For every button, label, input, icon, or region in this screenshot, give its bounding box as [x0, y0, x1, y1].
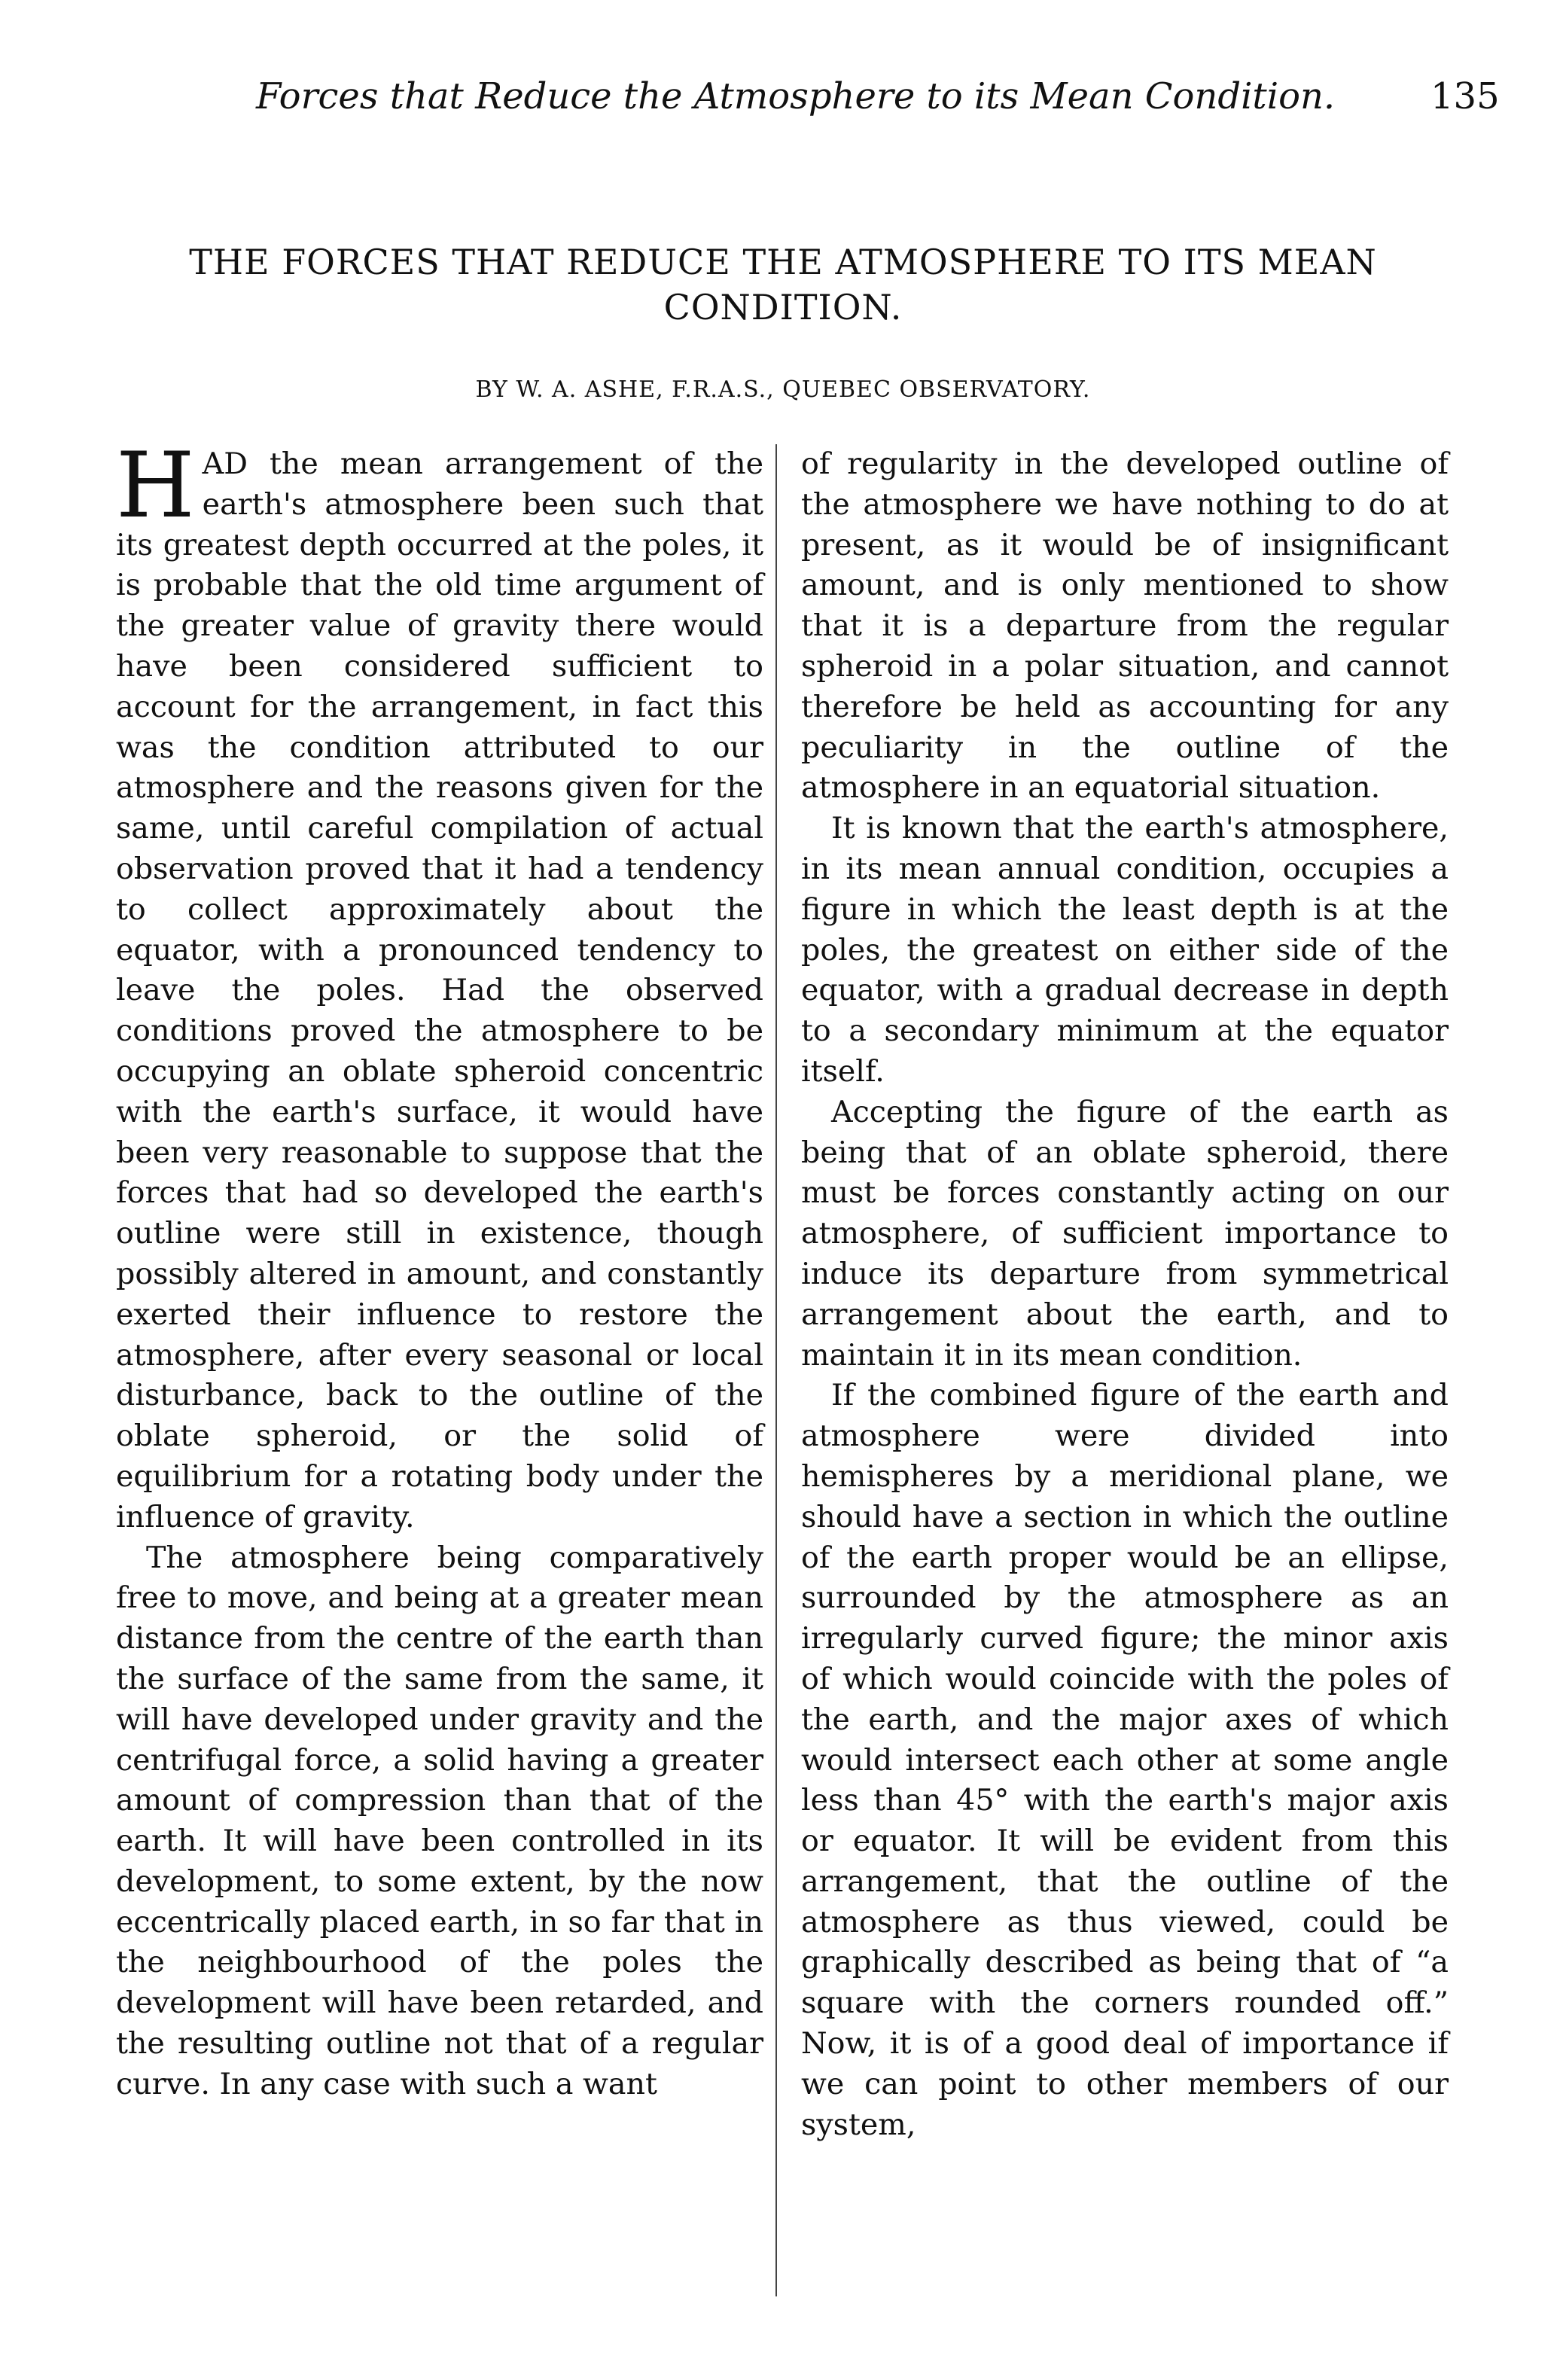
paragraph	[116, 434, 763, 1538]
running-title: Forces that Reduce the Atmosphere to its Mean Condition.	[256, 75, 1336, 117]
byline: BY W. A. ASHE, F.R.A.S., QUEBEC OBSERVATORY.	[475, 376, 1091, 403]
right-column	[801, 444, 1449, 2145]
paragraph: of regularity in the developed outline of the atmosphere we have nothing to do at present, as it would be of insignificant amount, and is only mentioned to show that it is a departure from the regular spheroid in a polar situation, and cannot therefore be held as accounting for any peculiarity in the outline of the atmosphere in an equatorial situation.	[801, 446, 1449, 806]
column-divider	[775, 444, 777, 2296]
paragraph: The atmosphere being comparatively free to move, and being at a greater mean distance from the centre of the earth than the surface of the same from the same, it will have developed under gravity and the centrifugal force, a solid having a greater amount of compression than that of the earth. It will have been controlled in its development, to some extent, by the now eccentrically placed earth, in so far that in the neighbourhood of the poles the development will have been retarded, and the resulting outline not that of a regular curve. In any case with such a want	[116, 1540, 763, 2101]
drop-cap: H	[116, 434, 195, 538]
paragraph: If the combined figure of the earth and atmosphere were divided into hemispheres by a meridional plane, we should have a section in which the outline of the earth proper would be an ellipse, surrounded by the atmosphere as an irregularly curved figure; the minor axis of which would coincide with the poles of the earth, and the major axes of which would intersect each other at some angle less than 45° with the earth's major axis or equator. It will be evident from this arrangement, that the outline of the atmosphere as thus viewed, could be graphically described as being that of “a square with the corners rounded off.” Now, it is of a good deal of importance if we can point to other members of our system,	[801, 1378, 1449, 2142]
left-column	[116, 434, 763, 2105]
paragraph-text: AD the mean arrangement of the earth's atmosphere been such that its greatest depth occurred at the poles, it is probable that the old time argument of the greater value of gravity there would have been considered sufficient to account for the arrangement, in fact this was the condition attributed to our atmosphere and the reasons given for the same, until careful compilation of actual observation proved that it had a tendency to collect approximately about the equator, with a pronounced tendency to leave the poles. Had the observed conditions proved the atmosphere to be occupying an oblate spheroid concentric with the earth's surface, it would have been very reasonable to suppose that the forces that had so developed the earth's outline were still in existence, though possibly altered in amount, and constantly exerted their influence to restore the atmosphere, after every seasonal or local disturbance, back to the outline of the oblate spheroid, or the solid of equilibrium for a rotating body under the influence of gravity.	[116, 446, 763, 1534]
article-title: THE FORCES THAT REDUCE THE ATMOSPHERE TO ITS MEAN CONDITION.	[189, 242, 1377, 328]
page-number: 135	[1430, 75, 1500, 117]
paragraph: It is known that the earth's atmosphere, in its mean annual condition, occupies a figure in which the least depth is at the poles, the greatest on either side of the equator, with a gradual decrease in depth to a secondary minimum at the equator itself.	[801, 811, 1449, 1089]
paragraph: Accepting the figure of the earth as being that of an oblate spheroid, there must be forces constantly acting on our atmosphere, of sufficient importance to induce its departure from symmetrical arrangement about the earth, and to maintain it in its mean condition.	[801, 1094, 1449, 1373]
